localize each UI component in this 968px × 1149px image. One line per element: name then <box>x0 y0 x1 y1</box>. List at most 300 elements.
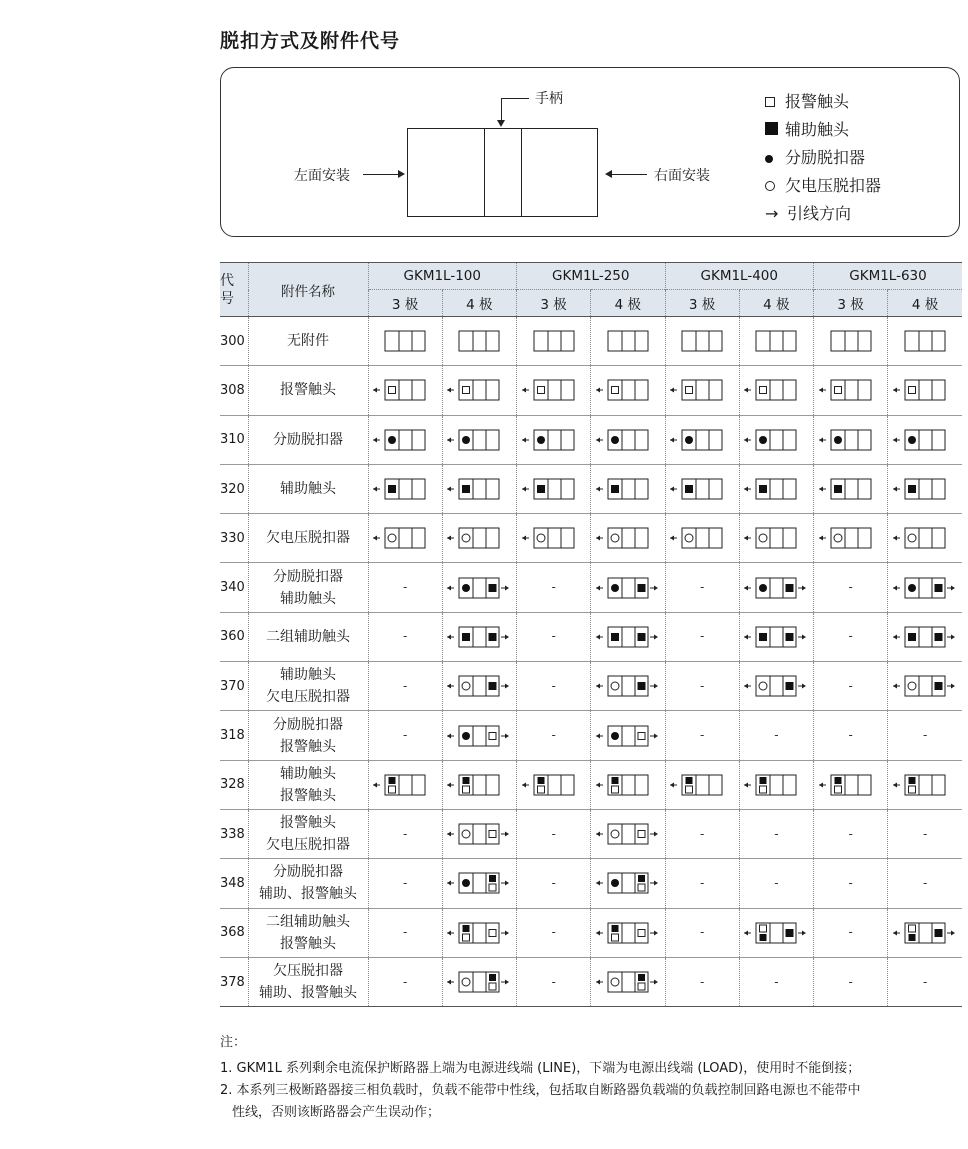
filled-square-icon <box>638 974 645 981</box>
open-square-icon <box>909 786 916 793</box>
breaker-left-accessory-icon <box>668 378 736 402</box>
open-square-icon <box>909 925 916 932</box>
breaker-dual-accessory-icon <box>594 871 662 895</box>
filled-dot-icon <box>765 155 773 163</box>
ring-icon <box>834 534 842 542</box>
lead-arrow-icon <box>819 536 823 541</box>
wiring-cell <box>591 612 665 661</box>
wiring-cell <box>517 464 591 513</box>
wiring-cell <box>442 464 516 513</box>
lead-arrow-icon <box>744 536 748 541</box>
lead-arrow-icon <box>373 388 377 393</box>
breaker-left-accessory-icon <box>445 526 513 550</box>
wiring-cell <box>442 711 516 760</box>
filled-square-icon <box>462 633 470 641</box>
ring-icon <box>685 534 693 542</box>
wiring-cell <box>591 809 665 858</box>
ring-icon <box>537 534 545 542</box>
note-item: 1. GKM1L 系列剩余电流保护断路器上端为电源进线端 (LINE)，下端为电源出线端 (LOAD)，使用时不能倒接； <box>220 1061 861 1076</box>
breaker-dual-accessory-icon <box>742 625 810 649</box>
table-row <box>220 760 962 809</box>
wiring-cell <box>591 760 665 809</box>
lead-arrow-icon <box>373 487 377 492</box>
not-available-cell: - <box>517 957 591 1006</box>
filled-square-icon <box>489 875 496 882</box>
legend-item: 辅助触头 <box>765 116 881 144</box>
table-row <box>220 514 962 563</box>
breaker-dual-accessory-icon <box>742 674 810 698</box>
lead-arrow-icon <box>447 684 451 689</box>
lead-arrow-icon <box>447 388 451 393</box>
filled-square-icon <box>462 485 470 493</box>
ring-icon <box>759 682 767 690</box>
breaker-left-accessory-icon <box>891 378 959 402</box>
filled-square-icon <box>834 777 841 784</box>
wiring-cell <box>442 612 516 661</box>
wiring-cell <box>442 908 516 957</box>
lead-arrow-icon <box>670 388 674 393</box>
filled-square-icon <box>759 485 767 493</box>
lead-arrow-icon <box>596 832 600 837</box>
lead-arrow-icon <box>505 832 509 837</box>
lead-arrow-icon <box>744 437 748 442</box>
not-available-cell: - <box>739 809 813 858</box>
open-square-icon <box>611 387 618 394</box>
note-item: 性线，否则该断路器会产生误动作； <box>232 1105 441 1120</box>
open-square-icon <box>611 934 618 941</box>
table-row <box>220 366 962 415</box>
breaker-dual-accessory-icon <box>891 625 959 649</box>
filled-square-icon <box>786 929 794 937</box>
row-accessory-name: 辅助触头 报警触头 <box>248 760 368 809</box>
ring-icon <box>611 830 619 838</box>
wiring-cell <box>442 366 516 415</box>
wiring-cell <box>814 415 888 464</box>
lead-arrow-icon <box>596 487 600 492</box>
wiring-cell <box>591 464 665 513</box>
lead-arrow-icon <box>654 930 658 935</box>
not-available-cell: - <box>665 957 739 1006</box>
not-available-cell: - <box>814 859 888 908</box>
open-square-icon <box>760 387 767 394</box>
breaker-dual-accessory-icon <box>891 921 959 945</box>
filled-square-icon <box>389 777 396 784</box>
filled-dot-icon <box>462 436 470 444</box>
breaker-empty-icon <box>817 329 885 353</box>
legend-item: 报警触头 <box>765 88 881 116</box>
filled-dot-icon <box>462 732 470 740</box>
not-available-cell: - <box>368 612 442 661</box>
lead-arrow-icon <box>596 980 600 985</box>
table-row <box>220 908 962 957</box>
wiring-cell <box>591 662 665 711</box>
lead-arrow-icon <box>596 388 600 393</box>
open-square-icon <box>537 387 544 394</box>
breaker-dual-accessory-icon <box>445 724 513 748</box>
table-row <box>220 464 962 513</box>
lead-arrow-icon <box>744 684 748 689</box>
breaker-left-accessory-icon <box>445 477 513 501</box>
legend-diagram <box>220 67 960 237</box>
wiring-cell <box>665 760 739 809</box>
filled-square-icon <box>935 584 943 592</box>
lead-arrow-icon <box>596 437 600 442</box>
not-available-cell: - <box>517 711 591 760</box>
lead-arrow-icon <box>522 388 526 393</box>
row-code: 340 <box>220 580 245 596</box>
lead-arrow-icon <box>447 585 451 590</box>
wiring-cell <box>665 514 739 563</box>
open-square-icon <box>489 929 496 936</box>
row-accessory-name: 欠压脱扣器 辅助、报警触头 <box>248 957 368 1006</box>
filled-square-icon <box>909 934 916 941</box>
legend-item: 欠电压脱扣器 <box>765 172 881 200</box>
breaker-left-accessory-icon <box>742 526 810 550</box>
open-square-icon <box>638 884 645 891</box>
breaker-dual-accessory-icon <box>891 576 959 600</box>
lead-arrow-icon <box>373 536 377 541</box>
not-available-cell: - <box>368 563 442 612</box>
filled-square-icon <box>537 485 545 493</box>
open-square-icon <box>638 732 645 739</box>
wiring-cell <box>888 563 962 612</box>
wiring-cell <box>739 760 813 809</box>
left-arrow-line <box>363 174 399 175</box>
lead-arrow-icon <box>522 487 526 492</box>
row-accessory-name: 无附件 <box>248 317 368 366</box>
breaker-left-accessory-icon <box>817 378 885 402</box>
open-square-icon <box>638 983 645 990</box>
breaker-left-accessory-icon <box>742 477 810 501</box>
breaker-dual-accessory-icon <box>594 970 662 994</box>
filled-square-icon <box>935 633 943 641</box>
code-header: 代 号 <box>220 263 248 317</box>
lead-arrow-icon <box>893 536 897 541</box>
note-item: 2. 本系列三极断路器接三相负载时，负载不能带中性线，包括取自断路器负载端的负载控制回路电源也不能带中 <box>220 1083 861 1098</box>
breaker-dual-accessory-icon <box>445 822 513 846</box>
filled-square-icon <box>760 777 767 784</box>
filled-dot-icon <box>908 436 916 444</box>
breaker-left-accessory-icon <box>891 477 959 501</box>
wiring-cell <box>442 760 516 809</box>
wiring-cell <box>888 366 962 415</box>
filled-square-icon <box>489 974 496 981</box>
filled-square-icon <box>759 633 767 641</box>
not-available-cell: - <box>814 711 888 760</box>
lead-arrow-icon <box>951 585 955 590</box>
breaker-left-accessory-icon <box>742 428 810 452</box>
filled-dot-icon <box>834 436 842 444</box>
wiring-cell <box>888 760 962 809</box>
row-code: 378 <box>220 974 245 990</box>
filled-square-icon <box>611 925 618 932</box>
not-available-cell: - <box>665 612 739 661</box>
breaker-left-accessory-icon <box>594 773 662 797</box>
wiring-cell <box>442 415 516 464</box>
open-square-icon <box>760 786 767 793</box>
name-header: 附件名称 <box>248 263 368 317</box>
lead-arrow-icon <box>670 782 674 787</box>
not-available-cell: - <box>368 662 442 711</box>
breaker-left-accessory-icon <box>891 526 959 550</box>
wiring-cell <box>442 563 516 612</box>
wiring-cell <box>442 317 516 366</box>
breaker-left-accessory-icon <box>594 477 662 501</box>
lead-arrow-icon <box>893 634 897 639</box>
wiring-cell <box>368 415 442 464</box>
breaker-empty-icon <box>371 329 439 353</box>
filled-square-icon <box>637 682 645 690</box>
lead-arrow-icon <box>654 634 658 639</box>
not-available-cell: - <box>665 809 739 858</box>
breaker-left-accessory-icon <box>668 477 736 501</box>
lead-arrow-icon <box>819 388 823 393</box>
wiring-cell <box>888 317 962 366</box>
open-square-icon <box>463 387 470 394</box>
not-available-cell: - <box>739 711 813 760</box>
not-available-cell: - <box>665 859 739 908</box>
wiring-cell <box>591 563 665 612</box>
not-available-cell: - <box>888 859 962 908</box>
not-available-cell: - <box>368 711 442 760</box>
wiring-cell <box>888 908 962 957</box>
lead-arrow-icon <box>447 536 451 541</box>
lead-arrow-icon <box>596 733 600 738</box>
filled-dot-icon <box>537 436 545 444</box>
wiring-cell <box>442 514 516 563</box>
left-arrow-icon <box>398 170 405 178</box>
wiring-cell <box>591 859 665 908</box>
open-square-icon <box>686 786 693 793</box>
breaker-left-accessory-icon <box>520 477 588 501</box>
right-mount-label: 右面安装 <box>654 168 710 184</box>
row-code: 320 <box>220 481 245 497</box>
lead-arrow-icon <box>951 684 955 689</box>
handle-leader-h <box>501 98 529 99</box>
breaker-dual-accessory-icon <box>594 674 662 698</box>
ring-icon <box>388 534 396 542</box>
lead-arrow-icon <box>744 930 748 935</box>
not-available-cell: - <box>739 859 813 908</box>
notes <box>220 1032 965 1124</box>
left-mount-label: 左面安装 <box>294 168 350 184</box>
wiring-cell <box>591 957 665 1006</box>
table-row <box>220 711 962 760</box>
breaker-left-accessory-icon <box>817 773 885 797</box>
wiring-cell <box>591 415 665 464</box>
wiring-cell <box>739 662 813 711</box>
not-available-cell: - <box>517 908 591 957</box>
row-accessory-name: 欠电压脱扣器 <box>248 514 368 563</box>
ring-icon <box>908 682 916 690</box>
wiring-cell <box>739 415 813 464</box>
wiring-cell <box>442 809 516 858</box>
breaker-left-accessory-icon <box>891 428 959 452</box>
wiring-cell <box>442 957 516 1006</box>
pole-header: 4 极 <box>739 290 813 317</box>
breaker-left-accessory-icon <box>594 428 662 452</box>
row-accessory-name: 分励脱扣器 <box>248 415 368 464</box>
filled-dot-icon <box>611 879 619 887</box>
lead-arrow-icon <box>505 881 509 886</box>
row-code: 348 <box>220 875 245 891</box>
breaker-left-accessory-icon <box>817 428 885 452</box>
ring-icon <box>462 830 470 838</box>
wiring-cell <box>888 612 962 661</box>
lead-arrow-icon <box>522 437 526 442</box>
lead-arrow-icon <box>654 832 658 837</box>
wiring-cell <box>442 859 516 908</box>
breaker-divider <box>484 129 485 216</box>
handle-leader-v <box>501 98 502 122</box>
row-accessory-name: 二组辅助触头 报警触头 <box>248 908 368 957</box>
lead-arrow-icon <box>951 930 955 935</box>
open-square-icon <box>489 831 496 838</box>
lead-arrow-icon <box>505 930 509 935</box>
open-square-icon <box>389 387 396 394</box>
ring-icon <box>462 682 470 690</box>
breaker-dual-accessory-icon <box>445 970 513 994</box>
model-header: GKM1L-400 <box>665 263 814 290</box>
lead-arrow-icon <box>670 536 674 541</box>
breaker-left-accessory-icon <box>445 773 513 797</box>
pole-header: 3 极 <box>517 290 591 317</box>
breaker-left-accessory-icon <box>371 428 439 452</box>
lead-arrow-icon <box>447 832 451 837</box>
breaker-left-accessory-icon <box>817 526 885 550</box>
row-accessory-name: 报警触头 欠电压脱扣器 <box>248 809 368 858</box>
row-accessory-name: 二组辅助触头 <box>248 612 368 661</box>
lead-arrow-icon <box>802 634 806 639</box>
breaker-left-accessory-icon <box>445 378 513 402</box>
not-available-cell: - <box>517 662 591 711</box>
breaker-left-accessory-icon <box>668 526 736 550</box>
ring-icon <box>759 534 767 542</box>
breaker-dual-accessory-icon <box>445 674 513 698</box>
lead-arrow-icon <box>654 980 658 985</box>
lead-arrow-icon <box>522 536 526 541</box>
handle-arrow-icon <box>497 120 505 127</box>
wiring-cell <box>888 662 962 711</box>
lead-arrow-icon <box>819 437 823 442</box>
table-row <box>220 415 962 464</box>
pole-header: 3 极 <box>368 290 442 317</box>
lead-arrow-icon <box>447 881 451 886</box>
breaker-dual-accessory-icon <box>445 576 513 600</box>
breaker-left-accessory-icon <box>594 526 662 550</box>
ring-icon <box>611 682 619 690</box>
filled-square-icon <box>834 485 842 493</box>
table-row <box>220 662 962 711</box>
filled-dot-icon <box>685 436 693 444</box>
breaker-outline <box>407 128 598 217</box>
legend-item: → 引线方向 <box>765 200 881 228</box>
filled-square-icon <box>909 777 916 784</box>
legend-list <box>765 88 881 228</box>
legend-item: 分励脱扣器 <box>765 144 881 172</box>
lead-arrow-icon <box>744 634 748 639</box>
breaker-left-accessory-icon <box>742 378 810 402</box>
filled-dot-icon <box>462 584 470 592</box>
filled-dot-icon <box>908 584 916 592</box>
lead-arrow-icon <box>654 733 658 738</box>
lead-arrow-icon <box>893 585 897 590</box>
filled-dot-icon <box>759 584 767 592</box>
open-square-icon <box>611 786 618 793</box>
lead-arrow-icon <box>447 634 451 639</box>
filled-square-icon <box>786 584 794 592</box>
not-available-cell: - <box>368 809 442 858</box>
wiring-cell <box>368 760 442 809</box>
not-available-cell: - <box>814 957 888 1006</box>
breaker-empty-icon <box>891 329 959 353</box>
wiring-cell <box>517 317 591 366</box>
lead-arrow-icon <box>447 930 451 935</box>
ring-icon <box>908 534 916 542</box>
breaker-left-accessory-icon <box>520 773 588 797</box>
breaker-left-accessory-icon <box>371 378 439 402</box>
filled-square-icon <box>637 633 645 641</box>
wiring-cell <box>814 514 888 563</box>
filled-square-icon <box>760 934 767 941</box>
lead-arrow-icon <box>744 585 748 590</box>
breaker-empty-icon <box>594 329 662 353</box>
filled-square-icon <box>489 584 497 592</box>
table-row <box>220 809 962 858</box>
lead-arrow-icon <box>505 980 509 985</box>
breaker-left-accessory-icon <box>520 526 588 550</box>
wiring-cell <box>517 760 591 809</box>
breaker-left-accessory-icon <box>520 428 588 452</box>
breaker-left-accessory-icon <box>445 428 513 452</box>
lead-arrow-icon <box>596 536 600 541</box>
ring-icon <box>765 181 775 191</box>
filled-square-icon <box>786 682 794 690</box>
wiring-cell <box>888 514 962 563</box>
lead-arrow-icon <box>522 782 526 787</box>
breaker-left-accessory-icon <box>371 477 439 501</box>
row-accessory-name: 报警触头 <box>248 366 368 415</box>
not-available-cell: - <box>888 711 962 760</box>
filled-dot-icon <box>388 436 396 444</box>
filled-square-icon <box>786 633 794 641</box>
table-row <box>220 563 962 612</box>
not-available-cell: - <box>814 908 888 957</box>
row-code: 310 <box>220 432 245 448</box>
filled-square-icon <box>463 925 470 932</box>
open-square-icon <box>760 925 767 932</box>
ring-icon <box>462 534 470 542</box>
breaker-empty-icon <box>445 329 513 353</box>
open-square-icon <box>765 97 775 107</box>
not-available-cell: - <box>888 809 962 858</box>
breaker-dual-accessory-icon <box>891 674 959 698</box>
open-square-icon <box>537 786 544 793</box>
not-available-cell: - <box>517 612 591 661</box>
row-accessory-name: 辅助触头 欠电压脱扣器 <box>248 662 368 711</box>
not-available-cell: - <box>368 859 442 908</box>
breaker-dual-accessory-icon <box>594 625 662 649</box>
lead-arrow-icon <box>744 782 748 787</box>
row-accessory-name: 辅助触头 <box>248 464 368 513</box>
breaker-left-accessory-icon <box>371 526 439 550</box>
breaker-dual-accessory-icon <box>742 576 810 600</box>
wiring-cell <box>665 415 739 464</box>
pole-header: 4 极 <box>591 290 665 317</box>
lead-arrow-icon <box>596 684 600 689</box>
lead-arrow-icon <box>819 487 823 492</box>
wiring-cell <box>591 366 665 415</box>
